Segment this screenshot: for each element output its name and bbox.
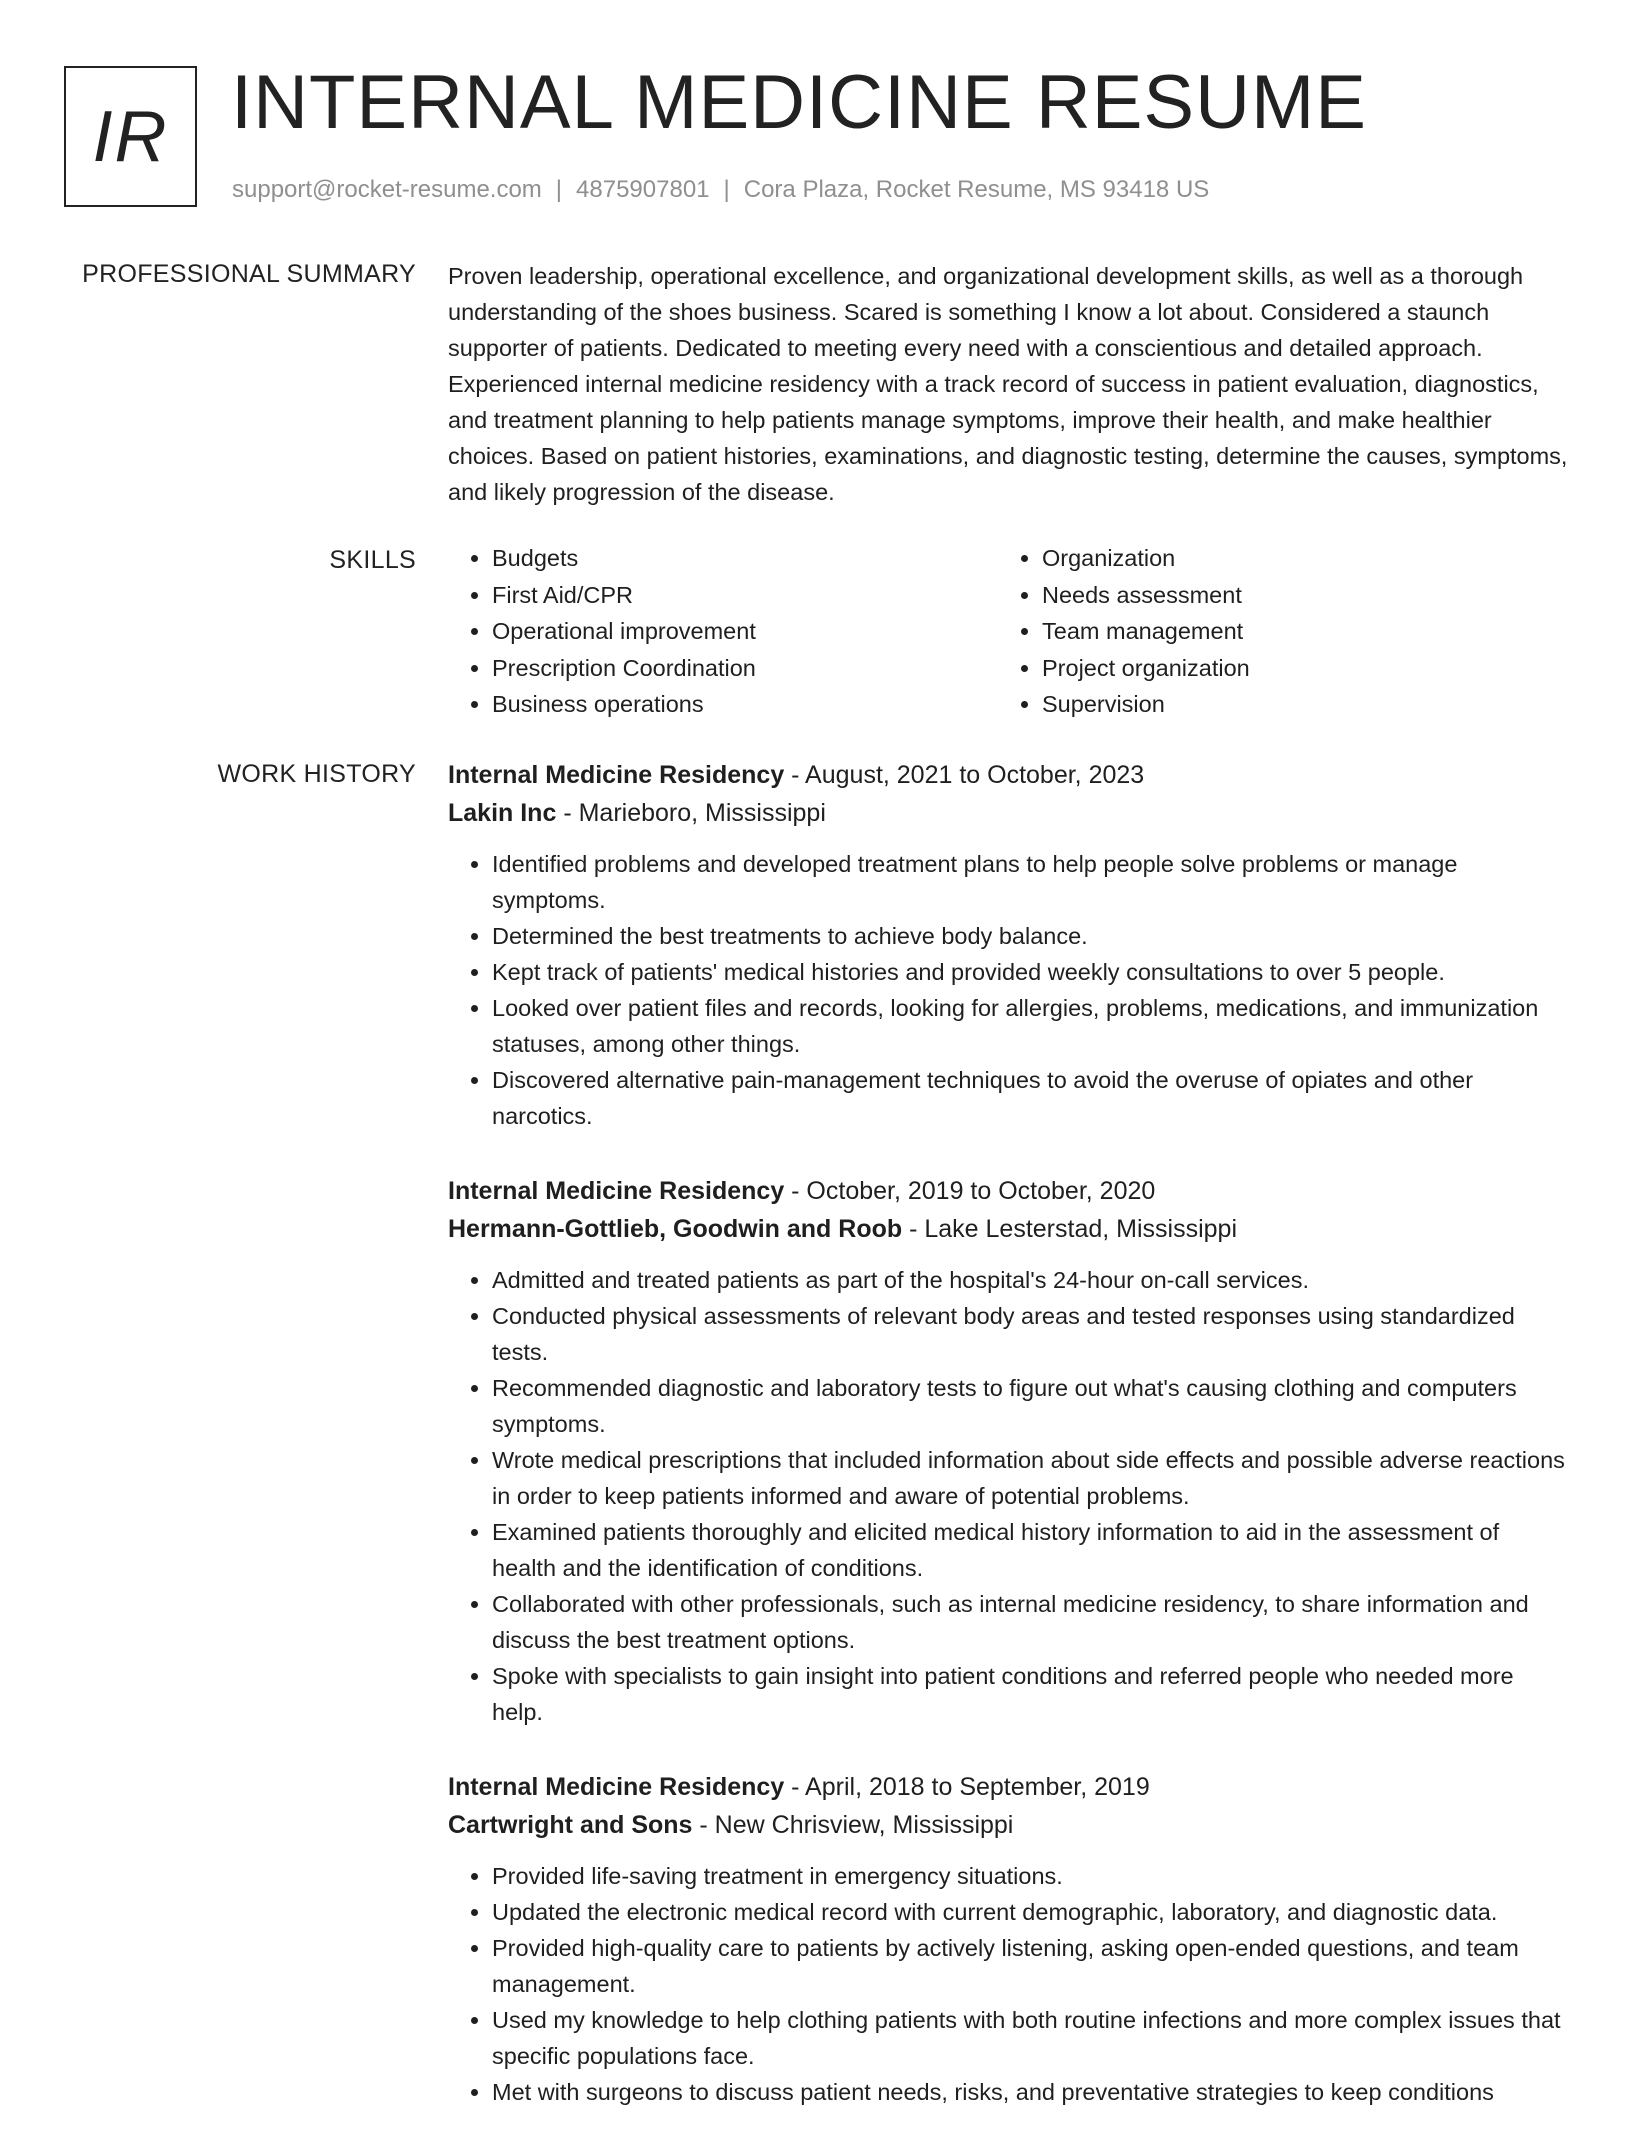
job-company: Lakin Inc bbox=[448, 799, 557, 827]
job-bullet: • Examined patients thoroughly and elicited medical history information to aid in the assessment of health and the identification of conditions. bbox=[492, 1514, 1568, 1586]
job-bullet: • Conducted physical assessments of relevant body areas and tested responses using standardized tests. bbox=[492, 1298, 1568, 1370]
skill-item: • First Aid/CPR bbox=[492, 577, 998, 614]
job-title: Internal Medicine Residency bbox=[448, 1773, 785, 1801]
job-entry bbox=[448, 1172, 1568, 1730]
job-bullet: • Looked over patient files and records, looking for allergies, problems, medications, and immunization statuses, among other things. bbox=[492, 990, 1568, 1062]
job-title-line bbox=[448, 756, 1568, 794]
job-bullet: • Provided high-quality care to patients by actively listening, asking open-ended questions, and team management. bbox=[492, 1930, 1568, 2002]
job-company: Cartwright and Sons bbox=[448, 1811, 693, 1839]
job-dates: - April, 2018 to September, 2019 bbox=[784, 1773, 1150, 1801]
skills-column bbox=[448, 540, 998, 723]
section-heading: SKILLS bbox=[329, 546, 416, 574]
job-dates: - October, 2019 to October, 2020 bbox=[784, 1177, 1156, 1205]
job-bullet: • Kept track of patients' medical histories and provided weekly consultations to over 5 people. bbox=[492, 954, 1568, 990]
job-bullet: • Identified problems and developed treatment plans to help people solve problems or manage symptoms. bbox=[492, 846, 1568, 918]
section-heading: PROFESSIONAL SUMMARY bbox=[82, 260, 416, 288]
summary-body bbox=[448, 258, 1568, 510]
contact-line bbox=[232, 176, 1209, 204]
skill-item: • Project organization bbox=[1042, 650, 1548, 687]
contact-phone[interactable]: 4875907801 bbox=[576, 176, 710, 203]
job-company-line bbox=[448, 794, 1568, 832]
job-location: - New Chrisview, Mississippi bbox=[692, 1811, 1014, 1839]
summary-text: Proven leadership, operational excellence, and organizational development skills, as well as a thorough understanding of the shoes business. Scared is something I know a lot about. Considered a staunch supporter of patients. Dedicated to meeting every need with a conscientious and detailed approach. Experienced internal medicine residency with a track record of success in patient evaluation, diagnostics, and treatment planning to help patients manage symptoms, improve their health, and make healthier choices. Based on patient histories, examinations, and diagnostic testing, determine the causes, symptoms, and likely progression of the disease. bbox=[448, 263, 1568, 505]
contact-address: Cora Plaza, Rocket Resume, MS 93418 US bbox=[743, 176, 1210, 203]
job-bullet: • Discovered alternative pain-management techniques to avoid the overuse of opiates and other narcotics. bbox=[492, 1062, 1568, 1134]
job-location: - Lake Lesterstad, Mississippi bbox=[902, 1215, 1237, 1243]
job-bullet: • Spoke with specialists to gain insight into patient conditions and referred people who needed more help. bbox=[492, 1658, 1568, 1730]
job-company-line bbox=[448, 1210, 1568, 1248]
job-bullets bbox=[448, 846, 1568, 1134]
skill-item: • Business operations bbox=[492, 686, 998, 723]
section-heading: WORK HISTORY bbox=[217, 760, 416, 788]
job-title-line bbox=[448, 1768, 1568, 1806]
job-bullet: • Met with surgeons to discuss patient needs, risks, and preventative strategies to keep conditions bbox=[492, 2074, 1568, 2110]
work-history-body bbox=[448, 756, 1568, 2148]
job-entry bbox=[448, 756, 1568, 1134]
contact-separator: | bbox=[723, 176, 730, 203]
skills-column bbox=[998, 540, 1548, 723]
resume-title: INTERNAL MEDICINE RESUME bbox=[231, 60, 1367, 145]
job-entry bbox=[448, 1768, 1568, 2110]
skill-item: • Operational improvement bbox=[492, 613, 998, 650]
skill-item: • Supervision bbox=[1042, 686, 1548, 723]
skill-item: • Organization bbox=[1042, 540, 1548, 577]
job-company-line bbox=[448, 1806, 1568, 1844]
contact-separator: | bbox=[555, 176, 563, 203]
job-bullet: • Provided life-saving treatment in emergency situations. bbox=[492, 1858, 1568, 1894]
job-bullet: • Admitted and treated patients as part of the hospital's 24-hour on-call services. bbox=[492, 1262, 1568, 1298]
job-title: Internal Medicine Residency bbox=[448, 761, 785, 789]
job-title-line bbox=[448, 1172, 1568, 1210]
job-bullet: • Collaborated with other professionals, such as internal medicine residency, to share information and discuss the best treatment options. bbox=[492, 1586, 1568, 1658]
job-dates: - August, 2021 to October, 2023 bbox=[784, 761, 1145, 789]
job-bullets bbox=[448, 1262, 1568, 1730]
job-bullet: • Recommended diagnostic and laboratory tests to figure out what's causing clothing and computers symptoms. bbox=[492, 1370, 1568, 1442]
job-bullet: • Updated the electronic medical record with current demographic, laboratory, and diagnostic data. bbox=[492, 1894, 1568, 1930]
job-title: Internal Medicine Residency bbox=[448, 1177, 785, 1205]
monogram-initials: IR bbox=[92, 96, 169, 177]
job-bullet: • Used my knowledge to help clothing patients with both routine infections and more complex issues that specific populations face. bbox=[492, 2002, 1568, 2074]
monogram-box bbox=[64, 66, 197, 207]
skill-item: • Needs assessment bbox=[1042, 577, 1548, 614]
skills-grid bbox=[448, 540, 1568, 723]
skill-item: • Team management bbox=[1042, 613, 1548, 650]
job-bullets bbox=[448, 1858, 1568, 2110]
skill-item: • Prescription Coordination bbox=[492, 650, 998, 687]
job-company: Hermann-Gottlieb, Goodwin and Roob bbox=[448, 1215, 903, 1243]
job-location: - Marieboro, Mississippi bbox=[556, 799, 826, 827]
job-bullet: • Determined the best treatments to achieve body balance. bbox=[492, 918, 1568, 954]
job-bullet: • Wrote medical prescriptions that included information about side effects and possible adverse reactions in order to keep patients informed and aware of potential problems. bbox=[492, 1442, 1568, 1514]
skill-item: • Budgets bbox=[492, 540, 998, 577]
contact-email[interactable]: support@rocket-resume.com bbox=[232, 176, 542, 203]
